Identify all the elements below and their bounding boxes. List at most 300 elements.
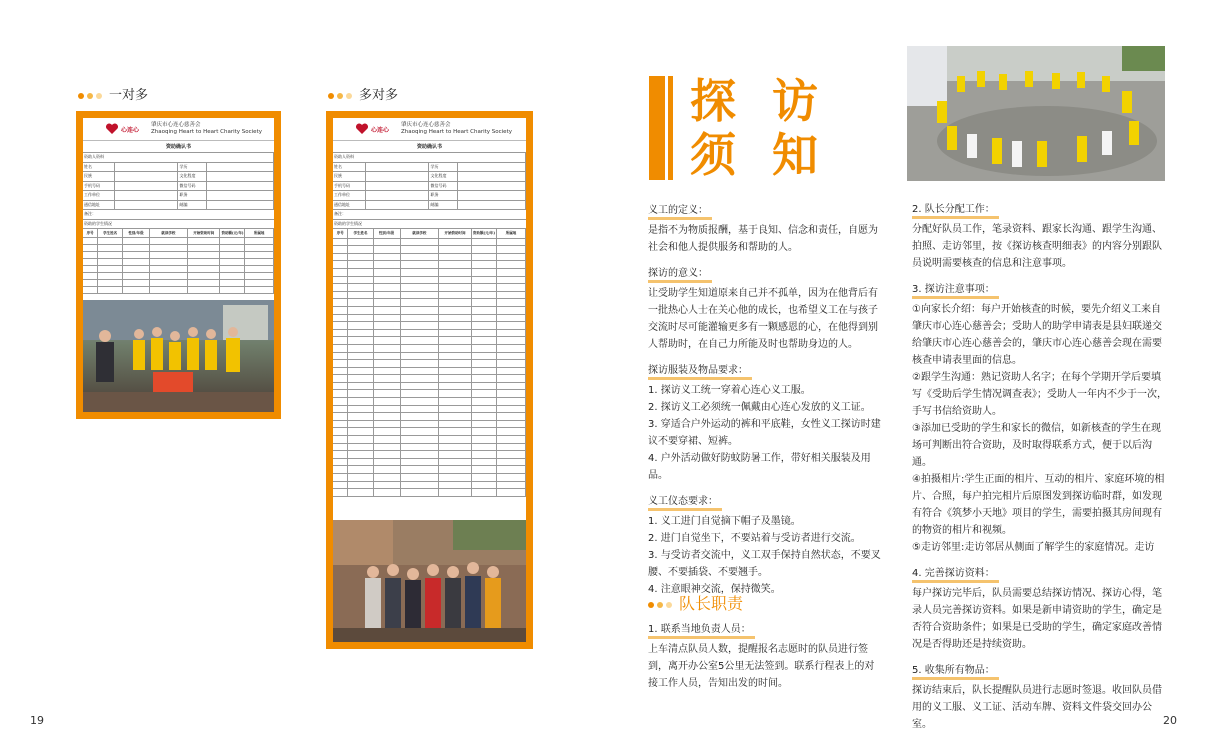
table-cell — [333, 474, 348, 482]
table-cell — [439, 390, 472, 398]
doc-header — [83, 118, 274, 141]
volunteers-photo — [83, 300, 274, 412]
table-cell — [333, 261, 348, 269]
table-cell — [333, 246, 348, 254]
table-cell — [401, 444, 440, 452]
table-cell — [348, 375, 373, 383]
info-cell: 工作单位 — [333, 191, 366, 201]
info-cell: 学历 — [429, 163, 458, 173]
table-cell — [472, 466, 497, 474]
table-header-cell: 开始资助时间 — [188, 229, 220, 238]
note-section — [912, 662, 1168, 733]
note-section — [648, 202, 884, 256]
table-cell — [123, 273, 150, 280]
table-cell — [245, 245, 274, 252]
table-cell — [348, 459, 373, 467]
table-cell — [374, 406, 401, 414]
doc-students-heading: 资助的学生情况 — [333, 220, 526, 230]
info-cell — [207, 201, 274, 211]
table-cell — [188, 266, 220, 273]
table-cell — [220, 252, 245, 259]
table-cell — [497, 398, 526, 406]
table-cell — [333, 353, 348, 361]
table-cell — [333, 398, 348, 406]
right-card-label — [328, 83, 398, 103]
note-section-line: ②跟学生沟通：熟记资助人名字；在每个学期开学后要填写《受助后学生情况调查表》；受助人一年内不少于一次，手写书信给资助人。 — [912, 372, 1167, 417]
table-cell — [472, 345, 497, 353]
table-cell — [472, 406, 497, 414]
table-cell — [497, 292, 526, 300]
info-cell: 微信号码 — [178, 182, 207, 192]
info-cell — [115, 201, 178, 211]
table-cell — [98, 287, 123, 294]
info-cell: 民族 — [333, 172, 366, 182]
table-cell — [348, 292, 373, 300]
table-cell — [374, 383, 401, 391]
table-cell — [333, 428, 348, 436]
title-bar-decoration — [649, 76, 665, 180]
table-cell — [439, 337, 472, 345]
table-cell — [439, 284, 472, 292]
info-cell: 工作单位 — [83, 191, 115, 201]
table-cell — [439, 398, 472, 406]
table-cell — [220, 280, 245, 287]
table-cell — [497, 337, 526, 345]
table-cell — [348, 398, 373, 406]
note-section-body: 分配好队员工作，笔录资料、跟家长沟通、跟学生沟通、拍照、走访邻里，按《探访核查明细表》的内容分别跟队员说明需要核查的信息和注意事项。 — [912, 224, 1162, 269]
table-cell — [439, 254, 472, 262]
table-cell — [188, 273, 220, 280]
table-cell — [98, 252, 123, 259]
table-cell — [348, 307, 373, 315]
table-cell — [348, 368, 373, 376]
table-cell — [150, 252, 188, 259]
table-cell — [497, 307, 526, 315]
page-title — [690, 74, 828, 182]
table-cell — [472, 428, 497, 436]
table-cell — [333, 284, 348, 292]
org-name-cn: 肇庆市心连心慈善会 — [401, 122, 451, 128]
table-cell — [245, 287, 274, 294]
table-cell — [439, 436, 472, 444]
table-cell — [348, 239, 373, 247]
table-cell — [497, 269, 526, 277]
table-cell — [245, 266, 274, 273]
info-cell: 手机号码 — [333, 182, 366, 192]
info-cell — [115, 172, 178, 182]
table-cell — [497, 277, 526, 285]
table-cell — [188, 287, 220, 294]
table-cell — [245, 280, 274, 287]
table-header-cell: 性别/年级 — [123, 229, 150, 238]
volunteers-circle-illustration — [907, 46, 1165, 181]
table-cell — [401, 345, 440, 353]
table-cell — [374, 368, 401, 376]
table-cell — [374, 390, 401, 398]
table-cell — [439, 489, 472, 497]
table-header-cell: 资助额(元/年) — [220, 229, 245, 238]
table-cell — [472, 239, 497, 247]
table-cell — [497, 489, 526, 497]
table-cell — [472, 337, 497, 345]
table-cell — [333, 390, 348, 398]
table-cell — [220, 273, 245, 280]
table-cell — [348, 360, 373, 368]
table-cell — [401, 375, 440, 383]
table-cell — [333, 482, 348, 490]
volunteers-group-illustration — [83, 300, 274, 412]
info-cell: 微信号码 — [429, 182, 458, 192]
table-cell — [333, 322, 348, 330]
note-section — [648, 265, 884, 353]
table-cell — [472, 383, 497, 391]
info-cell: 学历 — [178, 163, 207, 173]
table-header-cell: 序号 — [83, 229, 98, 238]
table-cell — [472, 353, 497, 361]
org-name-cn: 肇庆市心连心慈善会 — [151, 122, 201, 128]
table-cell — [497, 375, 526, 383]
info-grid — [83, 153, 274, 210]
table-cell — [401, 337, 440, 345]
dots-decoration — [648, 593, 675, 612]
table-cell — [333, 337, 348, 345]
heart-logo-icon — [355, 123, 369, 135]
table-cell — [374, 246, 401, 254]
table-cell — [150, 287, 188, 294]
table-cell — [472, 444, 497, 452]
table-cell — [150, 280, 188, 287]
note-section-body: 每户探访完毕后，队员需要总结探访情况、探访心得，笔录人员完善探访资料。如果是新申请资助的学生，确定是否符合资助条件；如果是已受助的学生，确定家庭改善情况是否得助还是持续资助。 — [912, 588, 1162, 650]
family-photo — [333, 520, 526, 642]
table-cell — [439, 246, 472, 254]
table-cell — [439, 466, 472, 474]
table-cell — [439, 459, 472, 467]
logo-text: 心连心 — [371, 126, 390, 134]
org-name-en: Zhaoqing Heart to Heart Charity Society — [401, 129, 512, 135]
info-cell: 文化程度 — [178, 172, 207, 182]
note-section — [648, 493, 884, 598]
table-cell — [497, 368, 526, 376]
info-cell — [115, 191, 178, 201]
leader-section-heading: 1. 联系当地负责人员： — [648, 623, 755, 639]
table-cell — [401, 383, 440, 391]
table-cell — [333, 315, 348, 323]
table-cell — [348, 345, 373, 353]
table-cell — [439, 375, 472, 383]
notes-column-right — [912, 201, 1168, 742]
info-cell — [458, 163, 526, 173]
table-header-cell: 序号 — [333, 229, 348, 239]
info-cell: 通信地址 — [83, 201, 115, 211]
logo-text: 心连心 — [121, 126, 140, 134]
note-section — [912, 201, 1168, 272]
table-cell — [348, 406, 373, 414]
table-cell — [150, 266, 188, 273]
table-cell — [401, 474, 440, 482]
table-cell — [401, 459, 440, 467]
table-cell — [497, 345, 526, 353]
table-cell — [401, 299, 440, 307]
table-header-cell: 所属地 — [497, 229, 526, 239]
table-cell — [374, 436, 401, 444]
table-cell — [472, 292, 497, 300]
note-section-line: 2. 进门自觉坐下，不要站着与受访者进行交流。 — [648, 533, 861, 544]
table-cell — [472, 436, 497, 444]
table-cell — [123, 280, 150, 287]
table-cell — [497, 261, 526, 269]
table-cell — [374, 353, 401, 361]
table-cell — [439, 353, 472, 361]
table-cell — [472, 261, 497, 269]
table-cell — [333, 269, 348, 277]
table-cell — [348, 474, 373, 482]
note-section-line: 1. 探访义工统一穿着心连心义工服。 — [648, 385, 811, 396]
info-cell — [115, 182, 178, 192]
table-cell — [439, 451, 472, 459]
table-cell — [150, 238, 188, 245]
table-cell — [472, 315, 497, 323]
heart-logo-icon — [105, 123, 119, 135]
table-cell — [439, 261, 472, 269]
table-cell — [333, 307, 348, 315]
table-cell — [401, 353, 440, 361]
table-cell — [245, 259, 274, 266]
note-section-heading: 义工仪态要求： — [648, 495, 722, 511]
table-cell — [401, 390, 440, 398]
table-cell — [439, 368, 472, 376]
table-cell — [439, 345, 472, 353]
table-cell — [374, 261, 401, 269]
info-cell: 职务 — [178, 191, 207, 201]
table-cell — [401, 261, 440, 269]
table-cell — [333, 466, 348, 474]
table-cell — [401, 254, 440, 262]
table-cell — [348, 353, 373, 361]
table-cell — [497, 436, 526, 444]
table-cell — [472, 330, 497, 338]
table-cell — [83, 252, 98, 259]
table-cell — [98, 259, 123, 266]
note-section-line: 1. 义工进门自觉摘下帽子及墨镜。 — [648, 516, 801, 527]
table-header-cell: 就读学校 — [150, 229, 188, 238]
table-cell — [348, 269, 373, 277]
table-cell — [497, 322, 526, 330]
table-cell — [439, 277, 472, 285]
left-card-label — [78, 83, 148, 103]
note-section-heading: 4. 完善探访资料： — [912, 567, 999, 583]
table-cell — [333, 239, 348, 247]
table-cell — [220, 259, 245, 266]
page-title-line1: 探 访 — [690, 74, 829, 128]
info-cell — [366, 191, 430, 201]
table-cell — [401, 421, 440, 429]
table-cell — [245, 273, 274, 280]
table-cell — [401, 330, 440, 338]
table-cell — [83, 266, 98, 273]
table-cell — [472, 368, 497, 376]
table-cell — [497, 421, 526, 429]
table-cell — [401, 315, 440, 323]
note-section-line: 3. 穿适合户外运动的裤和平底鞋，女性义工探访时建议不要穿裙、短裤。 — [648, 419, 881, 447]
table-cell — [472, 398, 497, 406]
info-grid — [333, 153, 526, 210]
table-cell — [220, 287, 245, 294]
table-cell — [374, 337, 401, 345]
table-cell — [374, 254, 401, 262]
table-cell — [439, 315, 472, 323]
table-cell — [439, 474, 472, 482]
table-cell — [374, 345, 401, 353]
table-cell — [333, 451, 348, 459]
table-cell — [401, 428, 440, 436]
table-cell — [497, 451, 526, 459]
table-cell — [188, 238, 220, 245]
table-cell — [472, 269, 497, 277]
left-card-label-text: 一对多 — [109, 88, 149, 103]
table-cell — [472, 299, 497, 307]
table-cell — [374, 315, 401, 323]
table-cell — [401, 436, 440, 444]
table-cell — [374, 239, 401, 247]
table-cell — [472, 390, 497, 398]
table-cell — [439, 360, 472, 368]
table-cell — [245, 238, 274, 245]
table-cell — [401, 292, 440, 300]
table-cell — [123, 259, 150, 266]
table-cell — [401, 277, 440, 285]
info-cell: 邮编 — [429, 201, 458, 211]
table-cell — [497, 459, 526, 467]
table-cell — [374, 482, 401, 490]
table-cell — [83, 280, 98, 287]
page-number-left: 19 — [30, 714, 44, 727]
table-cell — [401, 368, 440, 376]
table-cell — [348, 466, 373, 474]
table-cell — [497, 428, 526, 436]
table-cell — [439, 482, 472, 490]
table-cell — [98, 273, 123, 280]
table-cell — [348, 428, 373, 436]
table-header-cell: 性别/年级 — [374, 229, 401, 239]
table-cell — [497, 444, 526, 452]
table-cell — [83, 238, 98, 245]
table-cell — [348, 444, 373, 452]
table-cell — [333, 459, 348, 467]
table-cell — [497, 284, 526, 292]
table-cell — [348, 489, 373, 497]
table-cell — [348, 451, 373, 459]
table-cell — [472, 254, 497, 262]
table-cell — [348, 299, 373, 307]
table-cell — [401, 466, 440, 474]
table-cell — [333, 299, 348, 307]
note-section-heading: 3. 探访注意事项： — [912, 283, 999, 299]
notes-column-middle — [648, 202, 884, 607]
table-cell — [245, 252, 274, 259]
table-cell — [374, 451, 401, 459]
info-cell — [366, 172, 430, 182]
table-cell — [348, 413, 373, 421]
table-cell — [333, 254, 348, 262]
table-cell — [374, 299, 401, 307]
note-section-line: 4. 户外活动做好防蚊防暑工作，带好相关服装及用品。 — [648, 453, 871, 481]
table-cell — [401, 406, 440, 414]
table-cell — [123, 266, 150, 273]
leader-title — [648, 591, 743, 614]
note-section — [648, 362, 884, 484]
table-cell — [333, 292, 348, 300]
table-cell — [348, 482, 373, 490]
table-cell — [472, 474, 497, 482]
table-cell — [439, 330, 472, 338]
table-cell — [98, 245, 123, 252]
table-cell — [472, 307, 497, 315]
table-cell — [333, 444, 348, 452]
table-cell — [472, 413, 497, 421]
table-cell — [472, 284, 497, 292]
table-cell — [188, 252, 220, 259]
table-cell — [333, 277, 348, 285]
table-cell — [123, 245, 150, 252]
table-cell — [98, 266, 123, 273]
table-cell — [348, 261, 373, 269]
table-cell — [374, 466, 401, 474]
table-cell — [374, 413, 401, 421]
table-cell — [333, 413, 348, 421]
table-cell — [401, 307, 440, 315]
info-cell: 姓名 — [333, 163, 366, 173]
students-table — [333, 229, 526, 497]
table-cell — [374, 398, 401, 406]
table-cell — [123, 287, 150, 294]
table-cell — [374, 330, 401, 338]
table-cell — [497, 239, 526, 247]
table-cell — [374, 428, 401, 436]
table-cell — [374, 322, 401, 330]
table-cell — [83, 273, 98, 280]
students-table — [83, 229, 274, 294]
table-cell — [348, 337, 373, 345]
info-cell: 职务 — [429, 191, 458, 201]
info-cell — [207, 191, 274, 201]
info-cell: 资助人资料 — [83, 153, 274, 163]
table-cell — [497, 413, 526, 421]
table-header-cell: 所属地 — [245, 229, 274, 238]
note-section-heading: 探访的意义： — [648, 267, 712, 283]
doc-remark: 备注： — [333, 210, 526, 220]
table-cell — [333, 383, 348, 391]
table-cell — [333, 421, 348, 429]
table-header-cell: 开始资助时间 — [439, 229, 472, 239]
table-cell — [348, 421, 373, 429]
table-cell — [472, 360, 497, 368]
info-cell — [458, 182, 526, 192]
note-section-body: 让受助学生知道原来自己并不孤单，因为在他背后有一批热心人士在关心他的成长，也希望义工在与孩子交流时尽可能灌输更多有一颗感恩的心，在他得到别人帮助时，在自己力所能及时也帮助身边的人。 — [648, 288, 878, 350]
info-cell — [458, 172, 526, 182]
note-section-heading: 5. 收集所有物品： — [912, 664, 999, 680]
table-cell — [497, 254, 526, 262]
table-cell — [472, 322, 497, 330]
table-cell — [401, 360, 440, 368]
table-cell — [150, 273, 188, 280]
table-cell — [98, 280, 123, 287]
table-cell — [472, 482, 497, 490]
leader-section-body: 上车清点队员人数，提醒报名志愿时的队员进行签到，离开办公室5公里无法签到。联系行程表上的对接工作人员，告知出发的时间。 — [648, 644, 875, 689]
table-cell — [374, 489, 401, 497]
table-cell — [333, 375, 348, 383]
table-cell — [150, 259, 188, 266]
table-cell — [348, 254, 373, 262]
